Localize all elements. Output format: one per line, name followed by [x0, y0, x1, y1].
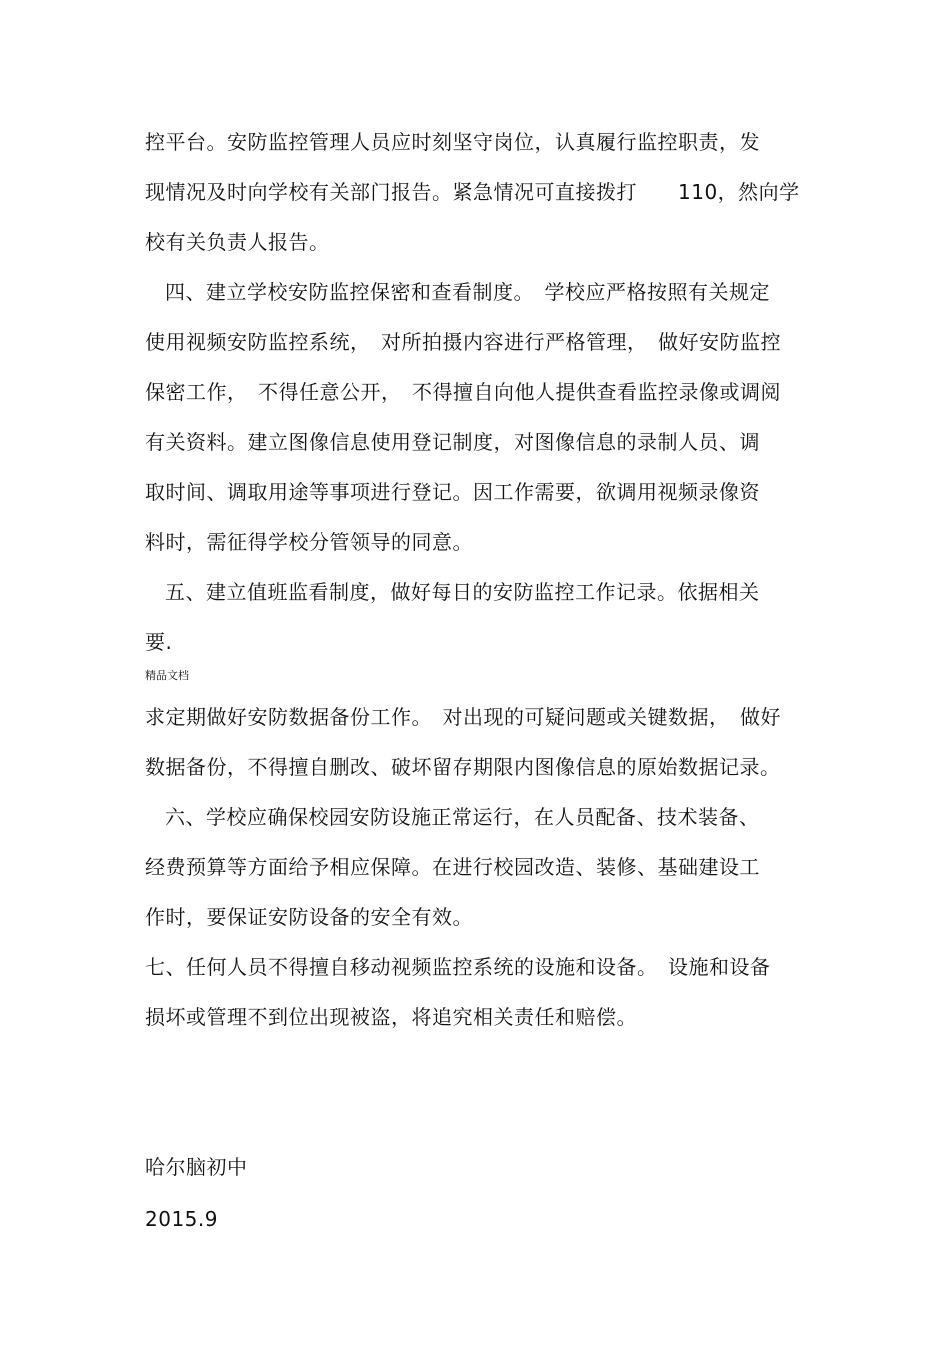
paragraph-line: 数据备份，不得擅自删改、破坏留存期限内图像信息的原始数据记录。	[145, 755, 781, 779]
paragraph-line: 七、任何人员不得擅自移动视频监控系统的设施和设备。 设施和设备	[145, 955, 771, 979]
paragraph-line: 作时，要保证安防设备的安全有效。	[145, 905, 473, 929]
paragraph-line: 现情况及时向学校有关部门报告。紧急情况可直接拨打 110，然向学	[145, 180, 800, 204]
paragraph-line: 六、学校应确保校园安防设施正常运行，在人员配备、技术装备、	[165, 805, 760, 829]
paragraph-line: 校有关负责人报告。	[145, 230, 330, 254]
page-footer-label: 精品文档	[145, 669, 189, 682]
paragraph-line: 四、建立学校安防监控保密和查看制度。 学校应严格按照有关规定	[165, 280, 770, 304]
paragraph-line: 料时，需征得学校分管领导的同意。	[145, 530, 473, 554]
paragraph-line: 保密工作， 不得任意公开， 不得擅自向他人提供查看监控录像或调阅	[145, 380, 781, 404]
signature: 哈尔脑初中	[145, 1155, 248, 1179]
paragraph-line: 控平台。安防监控管理人员应时刻坚守岗位，认真履行监控职责，发	[145, 130, 760, 154]
paragraph-line: 有关资料。建立图像信息使用登记制度，对图像信息的录制人员、调	[145, 430, 760, 454]
paragraph-line: 取时间、调取用途等事项进行登记。因工作需要，欲调用视频录像资	[145, 480, 760, 504]
paragraph-line: 经费预算等方面给予相应保障。在进行校园改造、装修、基础建设工	[145, 855, 760, 879]
paragraph-line: 五、建立值班监看制度，做好每日的安防监控工作记录。依据相关	[165, 580, 760, 604]
paragraph-line: 要.	[145, 630, 173, 654]
paragraph-line: 使用视频安防监控系统， 对所拍摄内容进行严格管理， 做好安防监控	[145, 330, 781, 354]
paragraph-line: 求定期做好安防数据备份工作。 对出现的可疑问题或关键数据， 做好	[145, 705, 781, 729]
paragraph-line: 损坏或管理不到位出现被盗，将追究相关责任和赔偿。	[145, 1005, 637, 1029]
document-date: 2015.9	[145, 1207, 218, 1231]
